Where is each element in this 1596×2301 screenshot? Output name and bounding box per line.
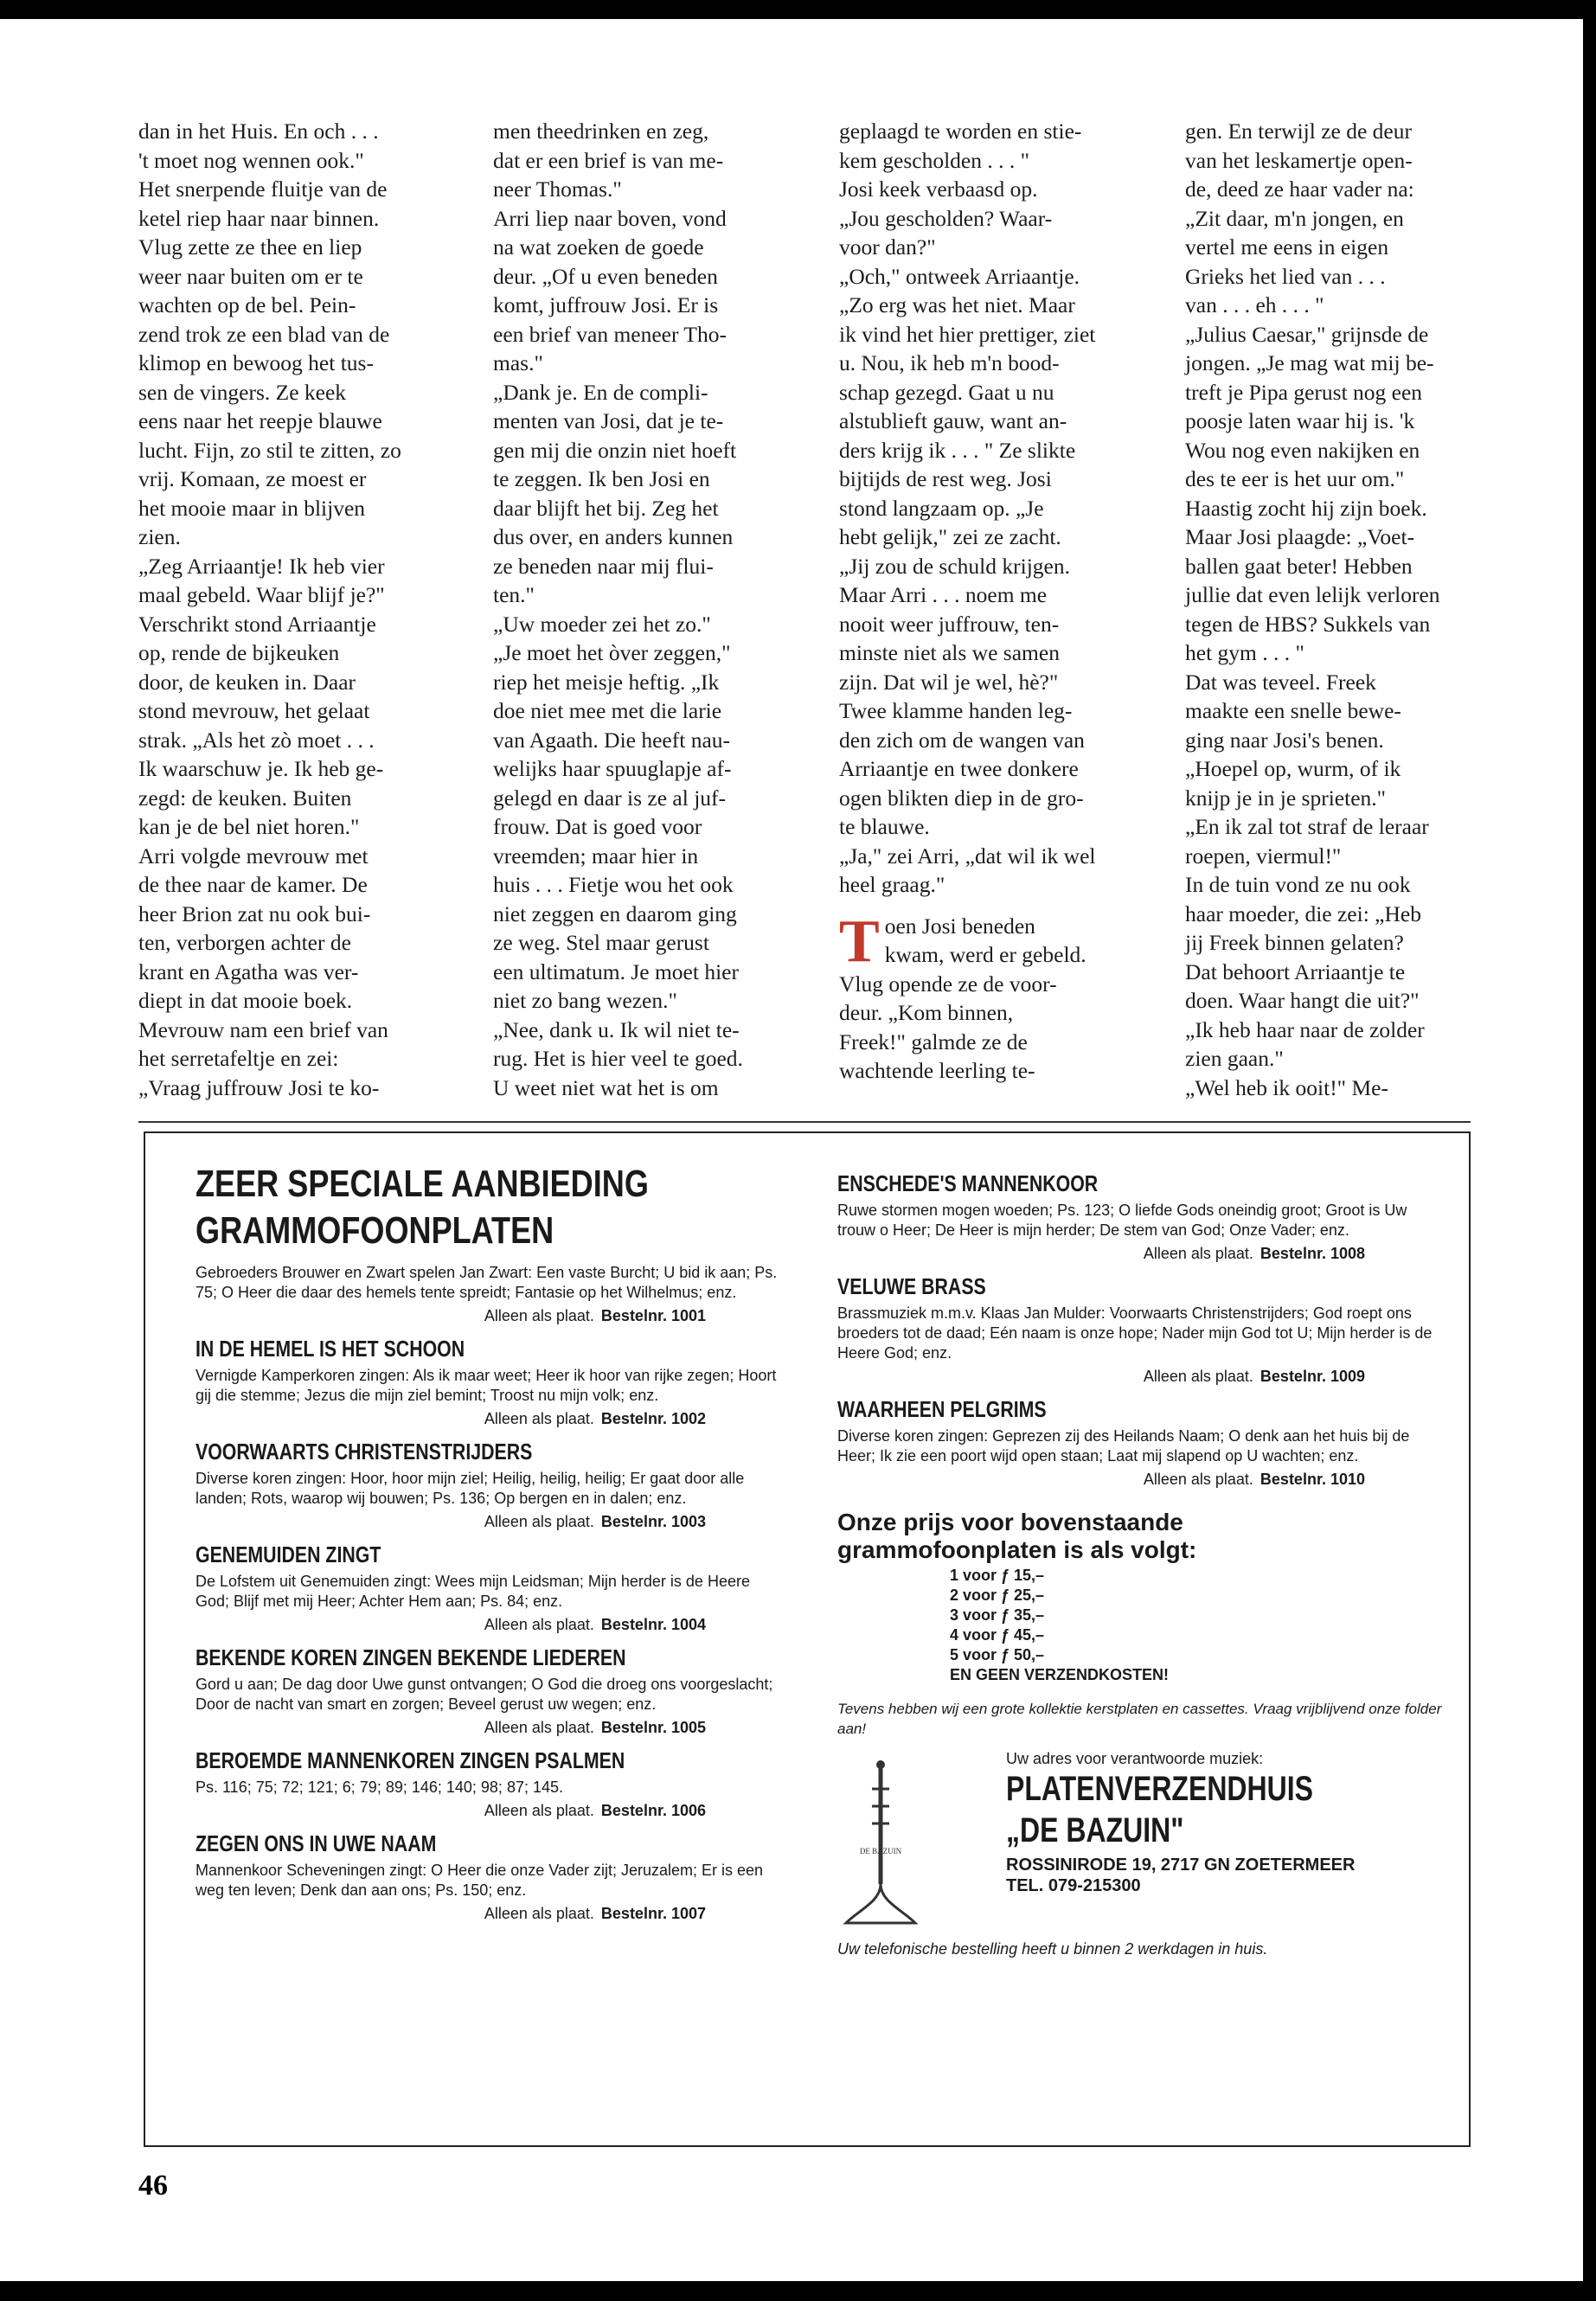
record-title: GENEMUIDEN ZINGT: [195, 1541, 381, 1567]
order-number: Alleen als plaat. Bestelnr. 1010: [1143, 1471, 1365, 1488]
record-item: [837, 1170, 1443, 1264]
ad-right-column: [837, 1161, 1443, 1958]
record-description: De Lofstem uit Genemuiden zingt: Wees mijn Leidsman; Mijn herder is de Heere God; Blijf met mij Heer; Achter Hem aan; Ps. 84; enz.: [195, 1573, 750, 1610]
order-number: Alleen als plaat. Bestelnr. 1002: [484, 1410, 706, 1427]
price-line: 5 voor ƒ 50,–: [950, 1646, 1045, 1663]
scan-edge-right: [1583, 0, 1596, 2301]
price-line: 1 voor ƒ 15,–: [950, 1567, 1045, 1584]
delivery-note: Uw telefonische bestelling heeft u binnen 2 werkdagen in huis.: [837, 1940, 1268, 1958]
price-line: EN GEEN VERZENDKOSTEN!: [950, 1666, 1170, 1683]
shop-details: Uw adres voor verantwoorde muziek: PLATENVERZENDHUIS „DE BAZUIN" ROSSINIRODE 19, 2717 GN ZOETERMEER TEL. 079-215300: [1006, 1749, 1439, 1896]
record-description: Brassmuziek m.m.v. Klaas Jan Mulder: Voorwaarts Christenstrijders; God roept ons broeders tot de daad; Eén naam is onze hope; Nader mijn God tot U; Mijn herder is de Heere God; enz.: [837, 1304, 1433, 1362]
record-item: [195, 1438, 784, 1532]
scan-edge-top: [0, 0, 1596, 19]
trumpet-logo-icon: [837, 1754, 924, 1927]
order-number: Alleen als plaat. Bestelnr. 1001: [484, 1307, 706, 1324]
shop-block: [837, 1749, 1443, 1958]
price-heading: Onze prijs voor bovenstaande grammofoonplaten is als volgt:: [837, 1509, 1197, 1563]
record-title: WAARHEEN PELGRIMS: [837, 1396, 1047, 1422]
order-number: Alleen als plaat. Bestelnr. 1006: [484, 1802, 706, 1819]
record-item: [195, 1747, 784, 1821]
shop-phone: TEL. 079-215300: [1006, 1876, 1141, 1895]
ad-right-items: [837, 1170, 1443, 1490]
order-number: Alleen als plaat. Bestelnr. 1009: [1143, 1368, 1365, 1385]
record-title: IN DE HEMEL IS HET SCHOON: [195, 1336, 465, 1362]
promo-note: Tevens hebben wij een grote kollektie kerstplaten en cassettes. Vraag vrijblijvend onze folder aan!: [837, 1701, 1442, 1737]
ad-left-items: [195, 1263, 784, 1924]
order-number: Alleen als plaat. Bestelnr. 1003: [484, 1513, 706, 1530]
record-description: Mannenkoor Scheveningen zingt: O Heer die onze Vader zijt; Jeruzalem; Er is een weg ten leven; Denk dan aan ons; Ps. 150; enz.: [195, 1862, 764, 1899]
record-title: ZEGEN ONS IN UWE NAAM: [195, 1830, 437, 1856]
order-number: Alleen als plaat. Bestelnr. 1005: [484, 1719, 706, 1736]
record-title: BEKENDE KOREN ZINGEN BEKENDE LIEDEREN: [195, 1644, 626, 1670]
record-description: Ps. 116; 75; 72; 121; 6; 79; 89; 146; 140; 98; 87; 145.: [195, 1779, 563, 1796]
shop-name: PLATENVERZENDHUIS „DE BAZUIN": [1006, 1770, 1313, 1849]
price-line: 4 voor ƒ 45,–: [950, 1626, 1045, 1644]
story-text: [138, 117, 1471, 1100]
record-item: [837, 1395, 1443, 1490]
order-number: Alleen als plaat. Bestelnr. 1008: [1143, 1245, 1365, 1262]
record-item: [195, 1830, 784, 1924]
record-item: [195, 1263, 784, 1326]
record-description: Vernigde Kamperkoren zingen: Als ik maar weet; Heer ik hoor van rijke zegen; Hoort gij die stemme; Jezus die mijn ziel bemint; Troost nu mijn volk; enz.: [195, 1367, 777, 1404]
record-title: BEROEMDE MANNENKOREN ZINGEN PSALMEN: [195, 1747, 625, 1773]
record-description: Gebroeders Brouwer en Zwart spelen Jan Zwart: Een vaste Burcht; U bid ik aan; Ps. 75; O Heer die daar des hemels tente spreidt; Fantasie op het Wilhelmus; enz.: [195, 1264, 778, 1301]
ad-title: ZEER SPECIALE AANBIEDING GRAMMOFOONPLATEN: [195, 1163, 649, 1252]
record-description: Gord u aan; De dag door Uwe gunst ontvangen; O God die droeg ons voorgeslacht; Door de nacht van smart en zorgen; Beveel gerust uw wegen; enz.: [195, 1676, 773, 1713]
story-column-1: dan in het Huis. En och . . . 't moet nog wennen ook." Het snerpende fluitje van de ketel riep haar naar binnen. Vlug zette ze thee en liep weer naar buiten om er te wachten op de bel. Pein- zend trok ze een blad van de klimop en bewoog het tus- sen de vingers. Ze keek eens naar het reepje blauwe lucht. Fijn, zo stil te zitten, zo vrij. Komaan, ze moest er het mooie maar in blijven zien. „Zeg Arriaantje! Ik heb vier maal gebeld. Waar blijf je?" Verschrikt stond Arriaantje op, rende de bijkeuken door, de keuken in. Daar stond mevrouw, het gelaat strak. „Als het zò moet . . . Ik waarschuw je. Ik heb ge- zegd: de keuken. Buiten kan je de bel niet horen." Arri volgde mevrouw met de thee naar de kamer. De heer Brion zat nu ook bui- ten, verborgen achter de krant en Agatha was ver- diept in dat mooie boek. Mevrouw nam een brief van het serretafeltje en zei: „Vraag juffrouw Josi te ko-: [138, 119, 401, 1100]
order-number: Alleen als plaat. Bestelnr. 1007: [484, 1905, 706, 1922]
price-list: [950, 1566, 1443, 1685]
record-title: VELUWE BRASS: [837, 1273, 986, 1299]
shop-address: ROSSINIRODE 19, 2717 GN ZOETERMEER: [1006, 1856, 1356, 1875]
page-number: 46: [138, 2170, 168, 2202]
story-column-4: gen. En terwijl ze de deur van het leskamertje open- de, deed ze haar vader na: „Zit daar, m'n jongen, en vertel me eens in eigen Grieks het lied van . . . van . . . eh . . . " „Julius Caesar," grijnsde de jongen. „Je mag wat mij be- treft je Pipa gerust nog een poosje laten waar hij is. 'k Wou nog even nakijken en des te eer is het uur om." Haastig zocht hij zijn boek. Maar Josi plaagde: „Voet- ballen gaat beter! Hebben jullie dat even lelijk verloren tegen de HBS? Sukkels van het gym . . . " Dat was teveel. Freek maakte een snelle bewe- ging naar Josi's benen. „Hoepel op, wurm, of ik knijp je in je sprieten." „En ik zal tot straf de leraar roepen, viermul!" In de tuin vond ze nu ook haar moeder, die zei: „Heb jij Freek binnen gelaten? Dat behoort Arriaantje te doen. Waar hangt die uit?" „Ik heb haar naar de zolder zien gaan." „Wel heb ik ooit!" Me-: [1185, 119, 1440, 1100]
record-item: [837, 1272, 1443, 1387]
record-title: ENSCHEDE'S MANNENKOOR: [837, 1170, 1099, 1196]
record-item: [195, 1541, 784, 1635]
record-title: VOORWAARTS CHRISTENSTRIJDERS: [195, 1439, 533, 1465]
record-description: Ruwe stormen mogen woeden; Ps. 123; O liefde Gods oneindig groot; Groot is Uw trouw o Heer; De Heer is mijn herder; De stem van God; Onze Vader; enz.: [837, 1202, 1407, 1239]
record-item: [195, 1335, 784, 1429]
scan-edge-bottom: [0, 2281, 1596, 2301]
price-line: 3 voor ƒ 35,–: [950, 1606, 1045, 1624]
advertisement-box: [144, 1131, 1471, 2147]
section-divider: [138, 1121, 1471, 1123]
story-column-3: geplaagd te worden en stie- kem gescholden . . . " Josi keek verbaasd op. „Jou gescholden? Waar- voor dan?" „Och," ontweek Arriaantje. „Zo erg was het niet. Maar ik vind het hier prettiger, ziet u. Nou, ik heb m'n bood- schap gezegd. Gaat u nu alstublieft gauw, want an- ders krijg ik . . . " Ze slikte bijtijds de rest weg. Josi stond langzaam op. „Je hebt gelijk," zei ze zacht. „Jij zou de schuld krijgen. Maar Arri . . . noem me nooit weer juffrouw, ten- minste niet als we samen zijn. Dat wil je wel, hè?" Twee klamme handen leg- den zich om de wangen van Arriaantje en twee donkere ogen blikten diep in de gro- te blauwe. „Ja," zei Arri, „dat wil ik wel heel graag." T oen Josi beneden kwam, werd er gebeld. Vlug opende ze de voor- deur. „Kom binnen, Freek!" galmde ze de wachtende leerling te-: [839, 119, 1096, 1083]
ad-left-column: [195, 1161, 784, 1924]
record-item: [195, 1644, 784, 1738]
story-column-2: men theedrinken en zeg, dat er een brief is van me- neer Thomas." Arri liep naar boven, vond na wat zoeken de goede deur. „Of u even beneden komt, juffrouw Josi. Er is een brief van meneer Tho- mas." „Dank je. En de compli- menten van Josi, dat je te- gen mij die onzin niet hoeft te zeggen. Ik ben Josi en daar blijft het bij. Zeg het dus over, en anders kunnen ze beneden naar mij flui- ten." „Uw moeder zei het zo." „Je moet het òver zeggen," riep het meisje heftig. „Ik doe niet mee met die larie van Agaath. Die heeft nau- welijks haar spuuglapje af- gelegd en daar is ze al juf- frouw. Dat is goed voor vreemden; maar hier in huis . . . Fietje wou het ook niet zeggen en daarom ging ze weg. Stel maar gerust een ultimatum. Je moet hier niet zo bang wezen." „Nee, dank u. Ik wil niet te- rug. Het is hier veel te goed. U weet niet wat het is om: [493, 119, 743, 1100]
order-number: Alleen als plaat. Bestelnr. 1004: [484, 1616, 706, 1633]
record-description: Diverse koren zingen: Geprezen zij des Heilands Naam; O denk aan het huis bij de Heer; Ik zie een poort wijd open staan; Laat mij slapend op U wachten; enz.: [837, 1427, 1410, 1465]
logo-text: DE BAZUIN: [859, 1847, 902, 1856]
price-line: 2 voor ƒ 25,–: [950, 1586, 1045, 1604]
drop-cap: T: [839, 907, 880, 975]
record-description: Diverse koren zingen: Hoor, hoor mijn ziel; Heilig, heilig, heilig; Er gaat door alle landen; Rots, waarop wij bouwen; Ps. 136; Op bergen en in dalen; enz.: [195, 1470, 745, 1507]
